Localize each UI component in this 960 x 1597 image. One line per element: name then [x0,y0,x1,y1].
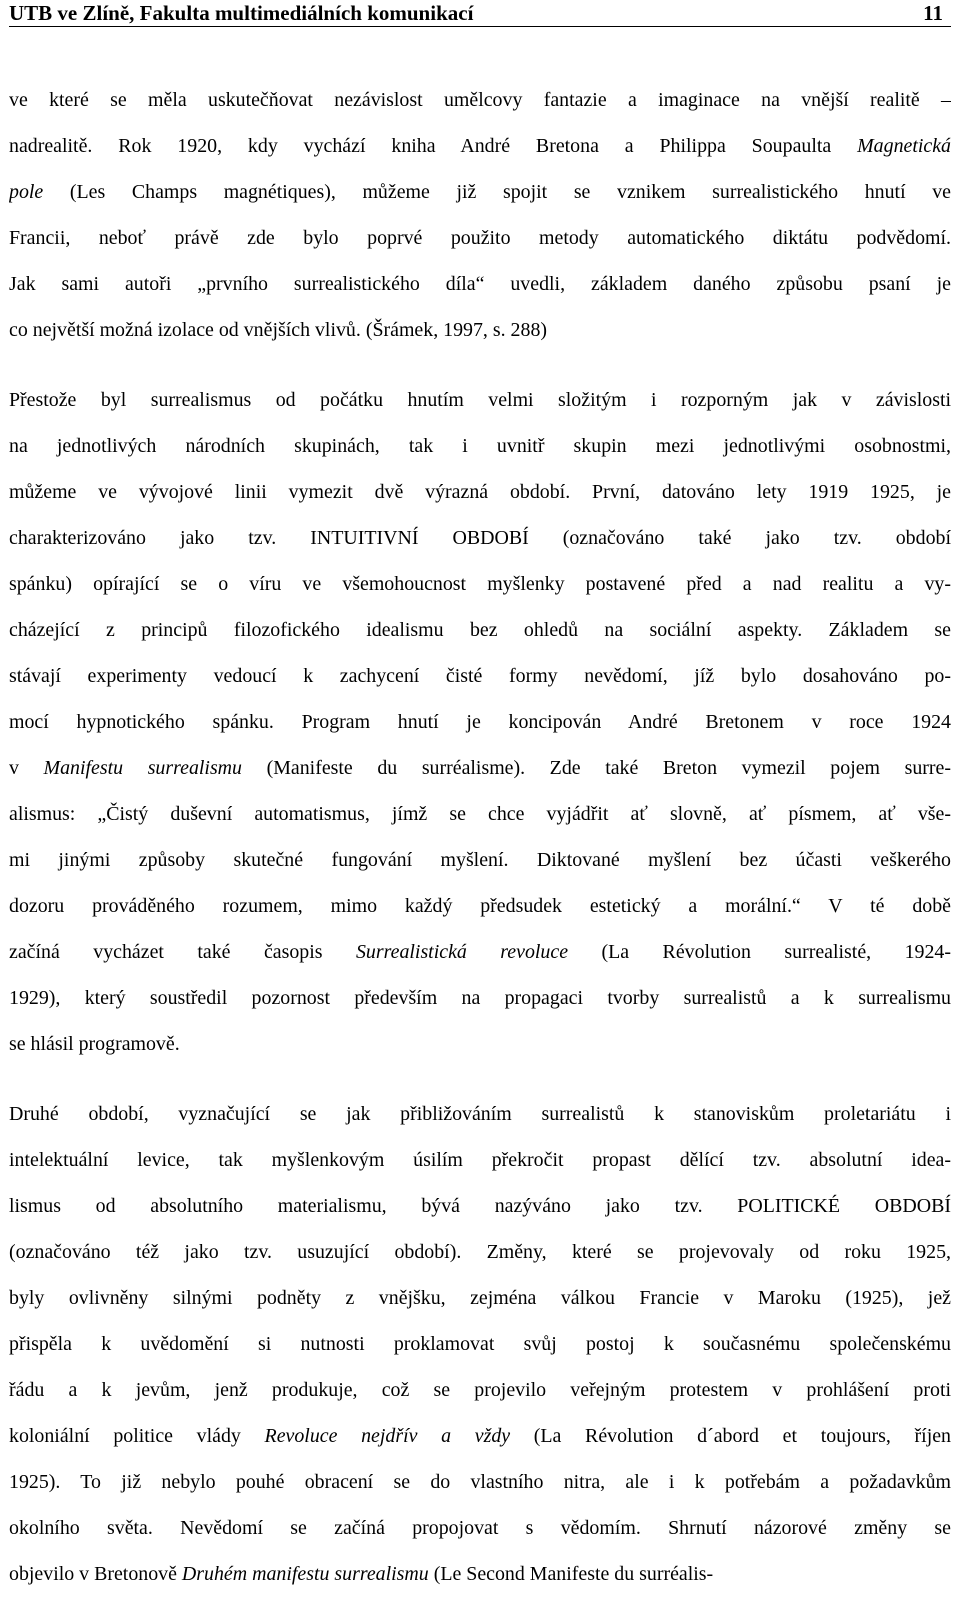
paragraph [9,1091,951,1597]
text-line [9,261,951,307]
text-run: přispěla k uvědomění si nutnosti proklamovat svůj postoj k současnému společenskému [9,1333,951,1355]
text-run: 1925). To již nebylo pouhé obracení se do vlastního nitra, ale i k potřebám a požadavkům [9,1471,951,1493]
text-run: Druhé období, vyznačující se jak přibližováním surrealistů k stanoviskům proletariátu i [9,1103,951,1125]
text-line [9,123,951,169]
text-run: (La Révolution surrealisté, 1924- [568,941,951,963]
text-run: můžeme ve vývojové linii vymezit dvě výrazná období. První, datováno lety 1919 1925, je [9,481,951,503]
page-header [9,0,951,27]
text-line [9,515,951,561]
text-run: 1929), který soustředil pozornost především na propagaci tvorby surrealistů a k surrealismu [9,987,951,1009]
text-run: v [9,757,44,779]
text-run: dozoru prováděného rozumem, mimo každý předsudek estetický a morální.“ V té době [9,895,951,917]
text-run: (označováno též jako tzv. usuzující období). Změny, které se projevovaly od roku 1925, [9,1241,951,1263]
text-line [9,837,951,883]
paragraph-gap [9,353,951,377]
text-line [9,1413,951,1459]
text-line [9,215,951,261]
text-run: byly ovlivněny silnými podněty z vnějšku, zejména válkou Francie v Maroku (1925), jež [9,1287,951,1309]
paragraph [9,377,951,1067]
text-run: lismus od absolutního materialismu, bývá nazýváno jako tzv. POLITICKÉ OBDOBÍ [9,1195,951,1217]
text-line [9,1183,951,1229]
text-run: co největší možná izolace od vnějších vlivů. (Šrámek, 1997, s. 288) [9,319,548,341]
text-run: (La Révolution d´abord et toujours, říjen [510,1425,951,1447]
text-line [9,1137,951,1183]
text-line [9,423,951,469]
italic-title: pole [9,181,44,203]
italic-title: Druhém manifestu surrealismu [181,1563,429,1585]
text-line [9,77,951,123]
text-line [9,975,951,1021]
text-run: objevilo v Bretonově [9,1563,182,1585]
text-line [9,1091,951,1137]
text-run: stávají experimenty vedoucí k zachycení čisté formy nevědomí, jíž bylo dosahováno po- [9,665,951,687]
text-run: spánku) opírající se o víru ve všemohoucnost myšlenky postavené před a nad realitu a vy- [9,573,951,595]
document-body [9,77,951,1597]
text-line [9,1459,951,1505]
paragraph-gap [9,1067,951,1091]
text-line [9,1551,951,1597]
text-line [9,1229,951,1275]
text-run: mocí hypnotického spánku. Program hnutí je koncipován André Bretonem v roce 1924 [9,711,951,733]
italic-title: Surrealistická revoluce [355,941,569,963]
text-run: (Les Champs magnétiques), můžeme již spojit se vznikem surrealistického hnutí ve [43,181,951,203]
text-run: cházející z principů filozofického idealismu bez ohledů na sociální aspekty. Základem se [9,619,951,641]
text-line [9,1275,951,1321]
text-line [9,169,951,215]
text-line [9,1505,951,1551]
text-run: koloniální politice vlády [9,1425,265,1447]
text-line [9,1021,951,1067]
text-line [9,469,951,515]
text-run: (Manifeste du surréalisme). Zde také Breton vymezil pojem surre- [242,757,951,779]
text-line [9,929,951,975]
text-run: alismus: „Čistý duševní automatismus, jímž se chce vyjádřit ať slovně, ať písmem, ať vše- [9,803,951,825]
text-run: nadrealitě. Rok 1920, kdy vychází kniha André Bretona a Philippa Soupaulta [9,135,858,157]
italic-title: Magnetická [857,135,951,157]
text-run: mi jinými způsoby skutečné fungování myšlení. Diktované myšlení bez účasti veškerého [9,849,951,871]
text-line [9,653,951,699]
text-line [9,791,951,837]
italic-title: Revoluce nejdřív a vždy [264,1425,511,1447]
text-run: řádu a k jevům, jenž produkuje, což se projevilo veřejným protestem v prohlášení proti [9,1379,951,1401]
text-line [9,1367,951,1413]
page-number: 11 [923,1,943,25]
text-run: začíná vycházet také časopis [9,941,356,963]
italic-title: Manifestu surrealismu [43,757,242,779]
text-line [9,883,951,929]
text-run: intelektuální levice, tak myšlenkovým úsilím překročit propast dělící tzv. absolutní idea- [9,1149,951,1171]
text-line [9,561,951,607]
text-run: na jednotlivých národních skupinách, tak i uvnitř skupin mezi jednotlivými osobnostmi, [9,435,951,457]
text-run: Francii, neboť právě zde bylo poprvé použito metody automatického diktátu podvědomí. [9,227,951,249]
text-run: charakterizováno jako tzv. INTUITIVNÍ OBDOBÍ (označováno také jako tzv. období [9,527,951,549]
text-run: Přestože byl surrealismus od počátku hnutím velmi složitým i rozporným jak v závislosti [9,389,951,411]
text-run: se hlásil programově. [9,1033,180,1055]
text-run: okolního světa. Nevědomí se začíná propojovat s vědomím. Shrnutí názorové změny se [9,1517,951,1539]
paragraph [9,77,951,353]
document-header-title: UTB ve Zlíně, Fakulta multimediálních komunikací [9,1,474,25]
text-line [9,699,951,745]
text-line [9,1321,951,1367]
text-line [9,745,951,791]
text-line [9,307,951,353]
text-line [9,377,951,423]
text-run: ve které se měla uskutečňovat nezávislost umělcovy fantazie a imaginace na vnější realitě – [9,89,951,111]
text-line [9,607,951,653]
text-run: (Le Second Manifeste du surréalis- [428,1563,714,1585]
text-run: Jak sami autoři „prvního surrealistického díla“ uvedli, základem daného způsobu psaní je [9,273,951,295]
